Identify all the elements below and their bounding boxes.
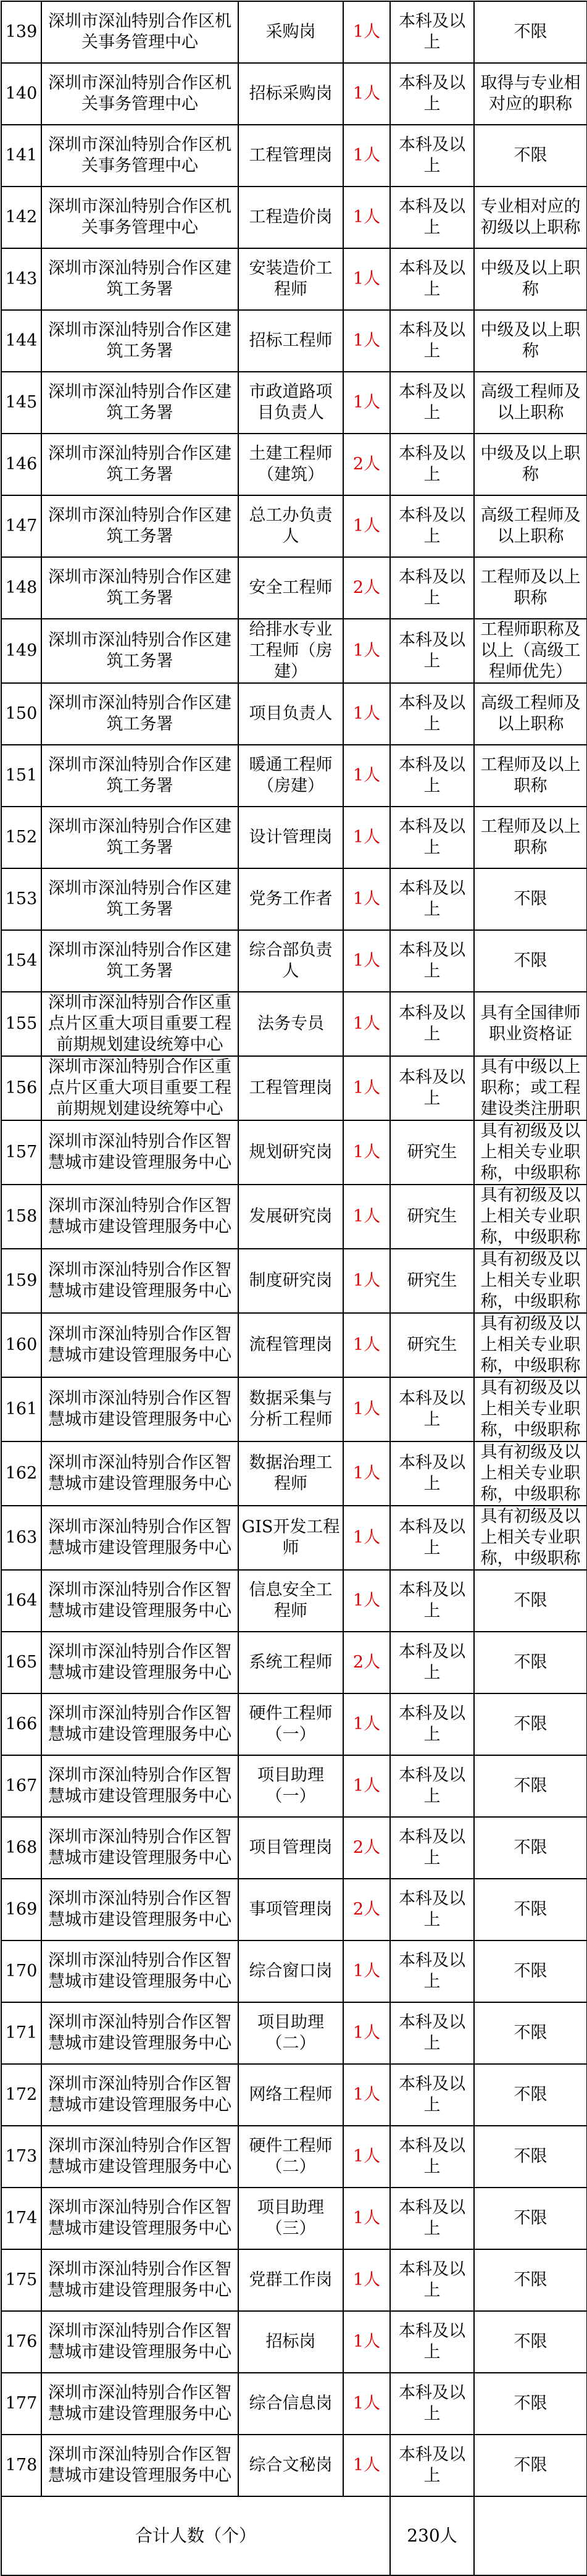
position-cell: 项目负责人 xyxy=(238,683,343,745)
row-number-cell: 152 xyxy=(1,807,41,868)
requirement-cell: 工程师职称及以上（高级工程师优先） xyxy=(474,619,587,683)
headcount-cell: 1人 xyxy=(343,187,390,248)
department-cell: 深圳市深汕特别合作区建筑工务署 xyxy=(41,930,238,992)
position-cell: 法务专员 xyxy=(238,992,343,1056)
headcount-cell: 1人 xyxy=(343,125,390,187)
headcount-cell: 1人 xyxy=(343,930,390,992)
education-cell: 本科及以上 xyxy=(390,807,474,868)
headcount-cell: 1人 xyxy=(343,1377,390,1441)
headcount-cell: 1人 xyxy=(343,1506,390,1570)
row-number-cell: 173 xyxy=(1,2126,41,2188)
education-cell: 本科及以上 xyxy=(390,1506,474,1570)
table-row xyxy=(1,1506,587,1570)
education-cell: 本科及以上 xyxy=(390,2126,474,2188)
headcount-cell: 1人 xyxy=(343,1441,390,1506)
table-row xyxy=(1,1441,587,1506)
headcount-cell: 1人 xyxy=(343,683,390,745)
requirement-cell: 具有初级及以上相关专业职称，中级职称 xyxy=(474,1377,587,1441)
requirement-cell: 高级工程师及以上职称 xyxy=(474,683,587,745)
education-cell: 本科及以上 xyxy=(390,868,474,930)
row-number-cell: 139 xyxy=(1,1,41,63)
education-cell: 本科及以上 xyxy=(390,930,474,992)
headcount-cell: 1人 xyxy=(343,2373,390,2435)
row-number-cell: 142 xyxy=(1,187,41,248)
requirement-cell: 中级及以上职称 xyxy=(474,248,587,310)
requirement-cell: 取得与专业相对应的职称 xyxy=(474,63,587,125)
row-number-cell: 144 xyxy=(1,310,41,372)
requirement-cell: 不限 xyxy=(474,1,587,63)
department-cell: 深圳市深汕特别合作区智慧城市建设管理服务中心 xyxy=(41,1313,238,1377)
department-cell: 深圳市深汕特别合作区建筑工务署 xyxy=(41,683,238,745)
total-value: 230人 xyxy=(390,2496,474,2575)
table-row xyxy=(1,495,587,557)
row-number-cell: 141 xyxy=(1,125,41,187)
position-cell: 事项管理岗 xyxy=(238,1879,343,1940)
row-number-cell: 177 xyxy=(1,2373,41,2435)
position-cell: 党群工作岗 xyxy=(238,2249,343,2311)
row-number-cell: 140 xyxy=(1,63,41,125)
position-cell: 招标工程师 xyxy=(238,310,343,372)
requirement-cell: 具有初级及以上相关专业职称，中级职称 xyxy=(474,1506,587,1570)
requirement-cell: 专业相对应的初级以上职称 xyxy=(474,187,587,248)
table-row xyxy=(1,2435,587,2496)
table-row xyxy=(1,2188,587,2249)
education-cell: 本科及以上 xyxy=(390,310,474,372)
education-cell: 本科及以上 xyxy=(390,1056,474,1120)
row-number-cell: 163 xyxy=(1,1506,41,1570)
department-cell: 深圳市深汕特别合作区建筑工务署 xyxy=(41,619,238,683)
headcount-cell: 2人 xyxy=(343,557,390,619)
row-number-cell: 150 xyxy=(1,683,41,745)
department-cell: 深圳市深汕特别合作区机关事务管理中心 xyxy=(41,1,238,63)
table-row xyxy=(1,619,587,683)
requirement-cell: 不限 xyxy=(474,2188,587,2249)
department-cell: 深圳市深汕特别合作区智慧城市建设管理服务中心 xyxy=(41,2311,238,2373)
row-number-cell: 174 xyxy=(1,2188,41,2249)
position-cell: 系统工程师 xyxy=(238,1632,343,1693)
education-cell: 本科及以上 xyxy=(390,1,474,63)
row-number-cell: 145 xyxy=(1,372,41,434)
table-row xyxy=(1,2126,587,2188)
education-cell: 本科及以上 xyxy=(390,63,474,125)
table-row xyxy=(1,2002,587,2064)
headcount-cell: 1人 xyxy=(343,1693,390,1755)
education-cell: 本科及以上 xyxy=(390,2435,474,2496)
position-cell: GIS开发工程师 xyxy=(238,1506,343,1570)
headcount-cell: 1人 xyxy=(343,619,390,683)
education-cell: 研究生 xyxy=(390,1185,474,1249)
table-row xyxy=(1,1755,587,1817)
total-empty-cell xyxy=(474,2496,587,2575)
row-number-cell: 146 xyxy=(1,434,41,495)
department-cell: 深圳市深汕特别合作区机关事务管理中心 xyxy=(41,187,238,248)
education-cell: 本科及以上 xyxy=(390,1755,474,1817)
education-cell: 研究生 xyxy=(390,1120,474,1185)
table-row xyxy=(1,1120,587,1185)
education-cell: 本科及以上 xyxy=(390,248,474,310)
requirement-cell: 不限 xyxy=(474,125,587,187)
table-row xyxy=(1,1056,587,1120)
row-number-cell: 148 xyxy=(1,557,41,619)
department-cell: 深圳市深汕特别合作区智慧城市建设管理服务中心 xyxy=(41,1377,238,1441)
requirement-cell: 不限 xyxy=(474,2064,587,2126)
headcount-cell: 1人 xyxy=(343,1313,390,1377)
position-cell: 工程管理岗 xyxy=(238,1056,343,1120)
requirement-cell: 不限 xyxy=(474,2126,587,2188)
education-cell: 本科及以上 xyxy=(390,1377,474,1441)
table-row xyxy=(1,683,587,745)
education-cell: 本科及以上 xyxy=(390,2373,474,2435)
row-number-cell: 171 xyxy=(1,2002,41,2064)
recruitment-table xyxy=(1,1,587,2576)
requirement-cell: 工程师及以上职称 xyxy=(474,745,587,807)
education-cell: 本科及以上 xyxy=(390,2002,474,2064)
table-row xyxy=(1,868,587,930)
row-number-cell: 169 xyxy=(1,1879,41,1940)
department-cell: 深圳市深汕特别合作区智慧城市建设管理服务中心 xyxy=(41,2249,238,2311)
row-number-cell: 151 xyxy=(1,745,41,807)
headcount-cell: 1人 xyxy=(343,310,390,372)
headcount-cell: 1人 xyxy=(343,2064,390,2126)
row-number-cell: 158 xyxy=(1,1185,41,1249)
table-row xyxy=(1,2249,587,2311)
headcount-cell: 2人 xyxy=(343,1879,390,1940)
education-cell: 本科及以上 xyxy=(390,2249,474,2311)
department-cell: 深圳市深汕特别合作区建筑工务署 xyxy=(41,310,238,372)
education-cell: 本科及以上 xyxy=(390,1570,474,1632)
position-cell: 综合窗口岗 xyxy=(238,1940,343,2002)
table-row xyxy=(1,434,587,495)
table-body xyxy=(1,1,587,2496)
department-cell: 深圳市深汕特别合作区机关事务管理中心 xyxy=(41,125,238,187)
total-label: 合计人数（个） xyxy=(1,2496,390,2575)
headcount-cell: 1人 xyxy=(343,1940,390,2002)
table-row xyxy=(1,745,587,807)
position-cell: 党务工作者 xyxy=(238,868,343,930)
department-cell: 深圳市深汕特别合作区智慧城市建设管理服务中心 xyxy=(41,2064,238,2126)
table-row xyxy=(1,1570,587,1632)
table-row xyxy=(1,1940,587,2002)
row-number-cell: 155 xyxy=(1,992,41,1056)
headcount-cell: 1人 xyxy=(343,2188,390,2249)
position-cell: 安装造价工程师 xyxy=(238,248,343,310)
department-cell: 深圳市深汕特别合作区智慧城市建设管理服务中心 xyxy=(41,1120,238,1185)
row-number-cell: 166 xyxy=(1,1693,41,1755)
position-cell: 总工办负责人 xyxy=(238,495,343,557)
headcount-cell: 2人 xyxy=(343,1632,390,1693)
position-cell: 发展研究岗 xyxy=(238,1185,343,1249)
row-number-cell: 172 xyxy=(1,2064,41,2126)
table-row xyxy=(1,1879,587,1940)
table-row xyxy=(1,2064,587,2126)
requirement-cell: 中级及以上职称 xyxy=(474,434,587,495)
row-number-cell: 147 xyxy=(1,495,41,557)
department-cell: 深圳市深汕特别合作区机关事务管理中心 xyxy=(41,63,238,125)
table-row xyxy=(1,2311,587,2373)
table-row xyxy=(1,125,587,187)
table-row xyxy=(1,63,587,125)
position-cell: 制度研究岗 xyxy=(238,1249,343,1313)
education-cell: 本科及以上 xyxy=(390,1632,474,1693)
requirement-cell: 具有全国律师职业资格证 xyxy=(474,992,587,1056)
position-cell: 硬件工程师（二） xyxy=(238,2126,343,2188)
education-cell: 本科及以上 xyxy=(390,1817,474,1879)
position-cell: 规划研究岗 xyxy=(238,1120,343,1185)
education-cell: 本科及以上 xyxy=(390,557,474,619)
row-number-cell: 178 xyxy=(1,2435,41,2496)
row-number-cell: 162 xyxy=(1,1441,41,1506)
requirement-cell: 具有初级及以上相关专业职称，中级职称 xyxy=(474,1249,587,1313)
table-row xyxy=(1,248,587,310)
table-row xyxy=(1,807,587,868)
requirement-cell: 具有初级及以上相关专业职称，中级职称 xyxy=(474,1185,587,1249)
requirement-cell: 不限 xyxy=(474,1940,587,2002)
requirement-cell: 具有初级及以上相关专业职称，中级职称 xyxy=(474,1120,587,1185)
department-cell: 深圳市深汕特别合作区建筑工务署 xyxy=(41,372,238,434)
position-cell: 工程造价岗 xyxy=(238,187,343,248)
department-cell: 深圳市深汕特别合作区智慧城市建设管理服务中心 xyxy=(41,1185,238,1249)
requirement-cell: 不限 xyxy=(474,2249,587,2311)
position-cell: 市政道路项目负责人 xyxy=(238,372,343,434)
requirement-cell: 不限 xyxy=(474,1755,587,1817)
table-row xyxy=(1,1377,587,1441)
table-row xyxy=(1,1249,587,1313)
headcount-cell: 1人 xyxy=(343,1,390,63)
position-cell: 招标岗 xyxy=(238,2311,343,2373)
table-row xyxy=(1,310,587,372)
department-cell: 深圳市深汕特别合作区智慧城市建设管理服务中心 xyxy=(41,2435,238,2496)
education-cell: 本科及以上 xyxy=(390,1693,474,1755)
table-row xyxy=(1,992,587,1056)
headcount-cell: 1人 xyxy=(343,807,390,868)
department-cell: 深圳市深汕特别合作区建筑工务署 xyxy=(41,248,238,310)
position-cell: 采购岗 xyxy=(238,1,343,63)
position-cell: 网络工程师 xyxy=(238,2064,343,2126)
position-cell: 综合信息岗 xyxy=(238,2373,343,2435)
position-cell: 给排水专业工程师（房建） xyxy=(238,619,343,683)
headcount-cell: 1人 xyxy=(343,2126,390,2188)
requirement-cell: 不限 xyxy=(474,1570,587,1632)
requirement-cell: 不限 xyxy=(474,930,587,992)
position-cell: 安全工程师 xyxy=(238,557,343,619)
position-cell: 项目助理（三） xyxy=(238,2188,343,2249)
department-cell: 深圳市深汕特别合作区智慧城市建设管理服务中心 xyxy=(41,1693,238,1755)
headcount-cell: 1人 xyxy=(343,2435,390,2496)
position-cell: 项目助理（二） xyxy=(238,2002,343,2064)
table-row xyxy=(1,1693,587,1755)
position-cell: 招标采购岗 xyxy=(238,63,343,125)
row-number-cell: 153 xyxy=(1,868,41,930)
position-cell: 土建工程师（建筑） xyxy=(238,434,343,495)
position-cell: 项目管理岗 xyxy=(238,1817,343,1879)
education-cell: 本科及以上 xyxy=(390,1940,474,2002)
headcount-cell: 2人 xyxy=(343,1817,390,1879)
requirement-cell: 具有中级以上职称；或工程建设类注册职 xyxy=(474,1056,587,1120)
education-cell: 本科及以上 xyxy=(390,125,474,187)
requirement-cell: 中级及以上职称 xyxy=(474,310,587,372)
table-row xyxy=(1,930,587,992)
department-cell: 深圳市深汕特别合作区智慧城市建设管理服务中心 xyxy=(41,1940,238,2002)
total-row xyxy=(1,2496,587,2575)
position-cell: 硬件工程师（一） xyxy=(238,1693,343,1755)
headcount-cell: 1人 xyxy=(343,1570,390,1632)
education-cell: 本科及以上 xyxy=(390,1879,474,1940)
position-cell: 项目助理（一） xyxy=(238,1755,343,1817)
department-cell: 深圳市深汕特别合作区重点片区重大项目重要工程前期规划建设统筹中心 xyxy=(41,992,238,1056)
row-number-cell: 154 xyxy=(1,930,41,992)
row-number-cell: 165 xyxy=(1,1632,41,1693)
requirement-cell: 不限 xyxy=(474,1632,587,1693)
requirement-cell: 高级工程师及以上职称 xyxy=(474,495,587,557)
education-cell: 本科及以上 xyxy=(390,1441,474,1506)
department-cell: 深圳市深汕特别合作区建筑工务署 xyxy=(41,868,238,930)
requirement-cell: 工程师及以上职称 xyxy=(474,807,587,868)
row-number-cell: 170 xyxy=(1,1940,41,2002)
position-cell: 数据治理工程师 xyxy=(238,1441,343,1506)
requirement-cell: 具有初级及以上相关专业职称，中级职称 xyxy=(474,1441,587,1506)
department-cell: 深圳市深汕特别合作区智慧城市建设管理服务中心 xyxy=(41,1879,238,1940)
headcount-cell: 1人 xyxy=(343,2249,390,2311)
requirement-cell: 工程师及以上职称 xyxy=(474,557,587,619)
education-cell: 研究生 xyxy=(390,1249,474,1313)
department-cell: 深圳市深汕特别合作区智慧城市建设管理服务中心 xyxy=(41,2126,238,2188)
education-cell: 本科及以上 xyxy=(390,2064,474,2126)
table-row xyxy=(1,1313,587,1377)
headcount-cell: 1人 xyxy=(343,1120,390,1185)
position-cell: 设计管理岗 xyxy=(238,807,343,868)
department-cell: 深圳市深汕特别合作区智慧城市建设管理服务中心 xyxy=(41,1755,238,1817)
department-cell: 深圳市深汕特别合作区智慧城市建设管理服务中心 xyxy=(41,2373,238,2435)
table-row xyxy=(1,1632,587,1693)
headcount-cell: 1人 xyxy=(343,868,390,930)
headcount-cell: 1人 xyxy=(343,1185,390,1249)
headcount-cell: 1人 xyxy=(343,992,390,1056)
department-cell: 深圳市深汕特别合作区重点片区重大项目重要工程前期规划建设统筹中心 xyxy=(41,1056,238,1120)
row-number-cell: 156 xyxy=(1,1056,41,1120)
education-cell: 本科及以上 xyxy=(390,619,474,683)
table-row xyxy=(1,1,587,63)
row-number-cell: 164 xyxy=(1,1570,41,1632)
headcount-cell: 1人 xyxy=(343,745,390,807)
headcount-cell: 1人 xyxy=(343,1056,390,1120)
headcount-cell: 1人 xyxy=(343,1249,390,1313)
education-cell: 本科及以上 xyxy=(390,434,474,495)
row-number-cell: 167 xyxy=(1,1755,41,1817)
department-cell: 深圳市深汕特别合作区智慧城市建设管理服务中心 xyxy=(41,1441,238,1506)
row-number-cell: 159 xyxy=(1,1249,41,1313)
department-cell: 深圳市深汕特别合作区智慧城市建设管理服务中心 xyxy=(41,1249,238,1313)
education-cell: 研究生 xyxy=(390,1313,474,1377)
requirement-cell: 不限 xyxy=(474,2311,587,2373)
department-cell: 深圳市深汕特别合作区智慧城市建设管理服务中心 xyxy=(41,1817,238,1879)
department-cell: 深圳市深汕特别合作区智慧城市建设管理服务中心 xyxy=(41,1632,238,1693)
position-cell: 工程管理岗 xyxy=(238,125,343,187)
education-cell: 本科及以上 xyxy=(390,495,474,557)
department-cell: 深圳市深汕特别合作区建筑工务署 xyxy=(41,557,238,619)
department-cell: 深圳市深汕特别合作区智慧城市建设管理服务中心 xyxy=(41,2002,238,2064)
position-cell: 综合文秘岗 xyxy=(238,2435,343,2496)
position-cell: 综合部负责人 xyxy=(238,930,343,992)
row-number-cell: 161 xyxy=(1,1377,41,1441)
position-cell: 暖通工程师（房建） xyxy=(238,745,343,807)
table-row xyxy=(1,372,587,434)
row-number-cell: 160 xyxy=(1,1313,41,1377)
row-number-cell: 168 xyxy=(1,1817,41,1879)
department-cell: 深圳市深汕特别合作区智慧城市建设管理服务中心 xyxy=(41,2188,238,2249)
education-cell: 本科及以上 xyxy=(390,372,474,434)
requirement-cell: 不限 xyxy=(474,2435,587,2496)
headcount-cell: 1人 xyxy=(343,2311,390,2373)
table-row xyxy=(1,557,587,619)
education-cell: 本科及以上 xyxy=(390,187,474,248)
education-cell: 本科及以上 xyxy=(390,745,474,807)
row-number-cell: 176 xyxy=(1,2311,41,2373)
department-cell: 深圳市深汕特别合作区智慧城市建设管理服务中心 xyxy=(41,1570,238,1632)
department-cell: 深圳市深汕特别合作区建筑工务署 xyxy=(41,495,238,557)
position-cell: 数据采集与分析工程师 xyxy=(238,1377,343,1441)
requirement-cell: 具有初级及以上相关专业职称，中级职称 xyxy=(474,1313,587,1377)
education-cell: 本科及以上 xyxy=(390,992,474,1056)
department-cell: 深圳市深汕特别合作区智慧城市建设管理服务中心 xyxy=(41,1506,238,1570)
table-row xyxy=(1,187,587,248)
row-number-cell: 143 xyxy=(1,248,41,310)
row-number-cell: 157 xyxy=(1,1120,41,1185)
requirement-cell: 不限 xyxy=(474,1879,587,1940)
table-row xyxy=(1,2373,587,2435)
requirement-cell: 不限 xyxy=(474,1693,587,1755)
requirement-cell: 高级工程师及以上职称 xyxy=(474,372,587,434)
requirement-cell: 不限 xyxy=(474,1817,587,1879)
education-cell: 本科及以上 xyxy=(390,2311,474,2373)
education-cell: 本科及以上 xyxy=(390,2188,474,2249)
department-cell: 深圳市深汕特别合作区建筑工务署 xyxy=(41,434,238,495)
headcount-cell: 1人 xyxy=(343,63,390,125)
requirement-cell: 不限 xyxy=(474,2002,587,2064)
headcount-cell: 2人 xyxy=(343,434,390,495)
requirement-cell: 不限 xyxy=(474,868,587,930)
table-row xyxy=(1,1817,587,1879)
headcount-cell: 1人 xyxy=(343,2002,390,2064)
table-row xyxy=(1,1185,587,1249)
headcount-cell: 1人 xyxy=(343,372,390,434)
headcount-cell: 1人 xyxy=(343,495,390,557)
headcount-cell: 1人 xyxy=(343,1755,390,1817)
position-cell: 信息安全工程师 xyxy=(238,1570,343,1632)
department-cell: 深圳市深汕特别合作区建筑工务署 xyxy=(41,745,238,807)
row-number-cell: 149 xyxy=(1,619,41,683)
headcount-cell: 1人 xyxy=(343,248,390,310)
education-cell: 本科及以上 xyxy=(390,683,474,745)
row-number-cell: 175 xyxy=(1,2249,41,2311)
department-cell: 深圳市深汕特别合作区建筑工务署 xyxy=(41,807,238,868)
position-cell: 流程管理岗 xyxy=(238,1313,343,1377)
requirement-cell: 不限 xyxy=(474,2373,587,2435)
